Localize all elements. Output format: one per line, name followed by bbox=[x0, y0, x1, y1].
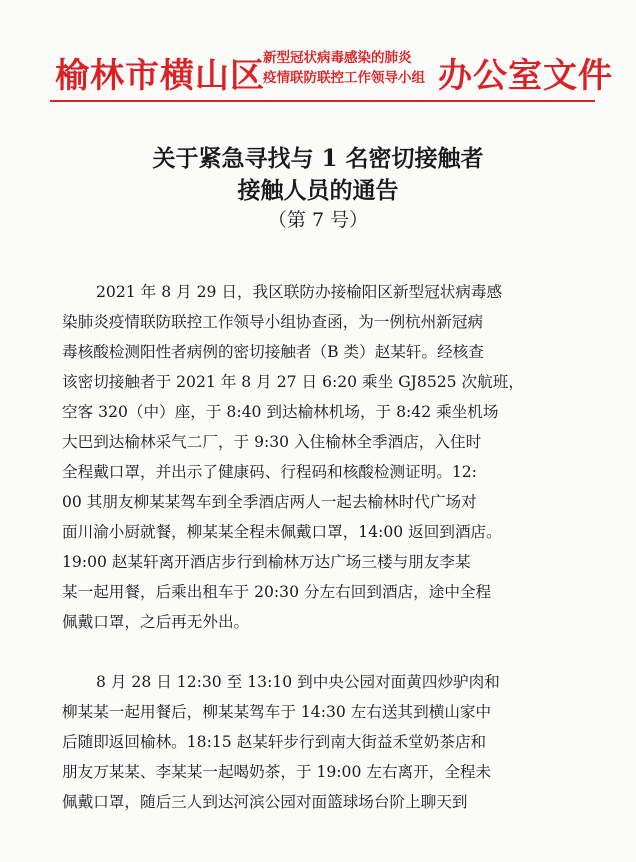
header-group-line-1: 新型冠状病毒感染的肺炎 bbox=[263, 50, 412, 66]
header-divider bbox=[50, 100, 595, 102]
header-group-name bbox=[263, 48, 433, 88]
body-line: 某一起用餐，后乘出租车于 20:30 分左右回到酒店，途中全程 bbox=[62, 583, 492, 601]
header-doc-type: 办公室文件 bbox=[438, 56, 613, 96]
body-line: 染肺炎疫情联防联控工作领导小组协查函，为一例杭州新冠病 bbox=[62, 313, 484, 331]
body-line: 该密切接触者于 2021 年 8 月 27 日 6:20 乘坐 GJ8525 次航班， bbox=[62, 373, 524, 391]
body-line: 佩戴口罩，之后再无外出。 bbox=[62, 613, 250, 631]
body-line: 19:00 赵某轩离开酒店步行到榆林万达广场三楼与朋友李某 bbox=[62, 553, 471, 571]
header-group-line-2: 疫情联防联控工作领导小组 bbox=[263, 70, 425, 86]
body-line: 朋友万某某、李某某一起喝奶茶，于 19:00 左右离开，全程未 bbox=[62, 763, 492, 781]
body-line: 面川渝小厨就餐，柳某某全程未佩戴口罩，14:00 返回到酒店。 bbox=[62, 523, 502, 541]
header-org-name: 榆林市横山区 bbox=[55, 56, 265, 96]
body-line: 全程戴口罩，并出示了健康码、行程码和核酸检测证明。12: bbox=[62, 463, 477, 481]
body-line: 后随即返回榆林。18:15 赵某轩步行到南大街益禾堂奶茶店和 bbox=[62, 733, 487, 751]
body-line: 2021 年 8 月 29 日，我区联防办接榆阳区新型冠状病毒感 bbox=[96, 283, 503, 301]
body-line: 00 其朋友柳某某驾车到全季酒店两人一起去榆林时代广场对 bbox=[62, 493, 477, 511]
document-header bbox=[55, 42, 613, 98]
body-line: 毒核酸检测阳性者病例的密切接触者（B 类）赵某轩。经核查 bbox=[62, 343, 484, 361]
body-line: 8 月 28 日 12:30 至 13:10 到中央公园对面黄四炒驴肉和 bbox=[96, 673, 500, 691]
body-line: 柳某某一起用餐后，柳某某驾车于 14:30 左右送其到横山家中 bbox=[62, 703, 492, 721]
body-line: 佩戴口罩，随后三人到达河滨公园对面篮球场台阶上聊天到 bbox=[62, 793, 468, 811]
title-line-2: 接触人员的通告 bbox=[237, 177, 399, 204]
body-line: 空客 320（中）座，于 8:40 到达榆林机场，于 8:42 乘坐机场 bbox=[62, 403, 499, 421]
body-line: 大巴到达榆林采气二厂，于 9:30 入住榆林全季酒店，入住时 bbox=[62, 433, 482, 451]
title-number: （第 7 号） bbox=[267, 209, 369, 231]
title-line-1: 关于紧急寻找与 1 名密切接触者 bbox=[152, 145, 484, 172]
